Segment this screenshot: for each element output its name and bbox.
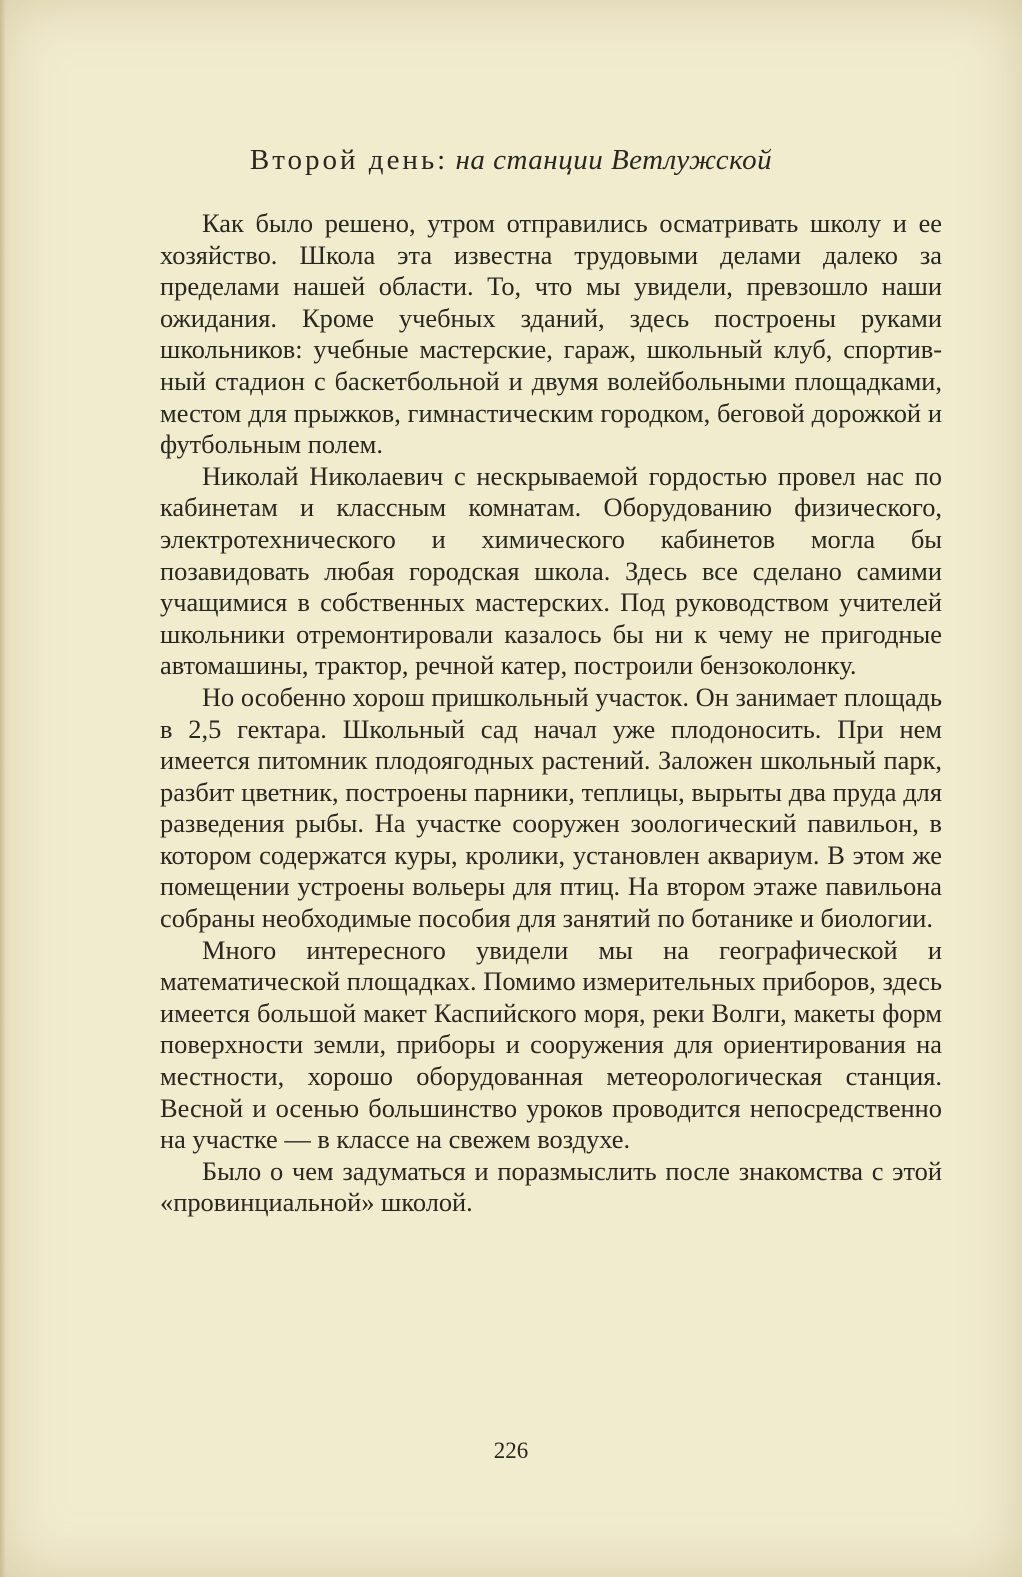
- heading-day-label: Второй день:: [249, 144, 449, 176]
- page-edge-shadow: [0, 0, 6, 1577]
- paragraph: Николай Николаевич с нескрываемой гордостью провел нас по кабинетам и классным комнатам. Оборудованию физического, электротехнического и химического кабинетов могла бы позавидовать любая городская школа. Здесь все сделано самими учащимися в собственных мастерских. Под руководством учителей школьники отремонтировали казалось бы ни к чему не пригодные автомашины, трактор, речной катер, построили бензоколонку.: [160, 460, 942, 681]
- body-text: [160, 208, 942, 1219]
- paragraph: Много интересного увидели мы на географической и математической площадках. Помимо измерительных приборов, здесь имеется большой макет Каспийского моря, реки Волги, макеты форм поверхности земли, приборы и сооружения для ориентирования на местности, хорошо оборудованная метеорологическая станция. Весной и осенью большинство уроков проводится непосредственно на участке — в классе на свежем воздухе.: [160, 934, 942, 1155]
- page-number: 226: [493, 1438, 529, 1463]
- heading-station-label: на станции Ветлужской: [455, 144, 773, 176]
- paragraph: Как было решено, утром отправились осматривать школу и ее хозяйство. Школа эта известна трудовыми делами далеко за пределами нашей области. То, что мы увидели, превзошло наши ожидания. Кроме учебных зданий, здесь построены руками школьников: учебные мастерские, гараж, школьный клуб, спортивный стадион с баскетбольной и двумя волейбольными площадками, местом для прыжков, гимнастическим городком, беговой дорожкой и футбольным полем.: [160, 208, 942, 460]
- paragraph: Было о чем задуматься и поразмыслить после знакомства с этой «провинциальной» школой.: [160, 1155, 942, 1218]
- chapter-heading: [0, 140, 1022, 180]
- paragraph: Но особенно хорош пришкольный участок. Он занимает площадь в 2,5 гектара. Школьный сад начал уже плодоносить. При нем имеется питомник плодоягодных растений. Заложен школьный парк, разбит цветник, построены парники, теплицы, вырыты два пруда для разведения рыбы. На участке сооружен зоологический павильон, в котором содержатся куры, кролики, установлен аквариум. В этом же помещении устроены вольеры для птиц. На втором этаже павильона собраны необходимые пособия для занятий по ботанике и биологии.: [160, 681, 942, 934]
